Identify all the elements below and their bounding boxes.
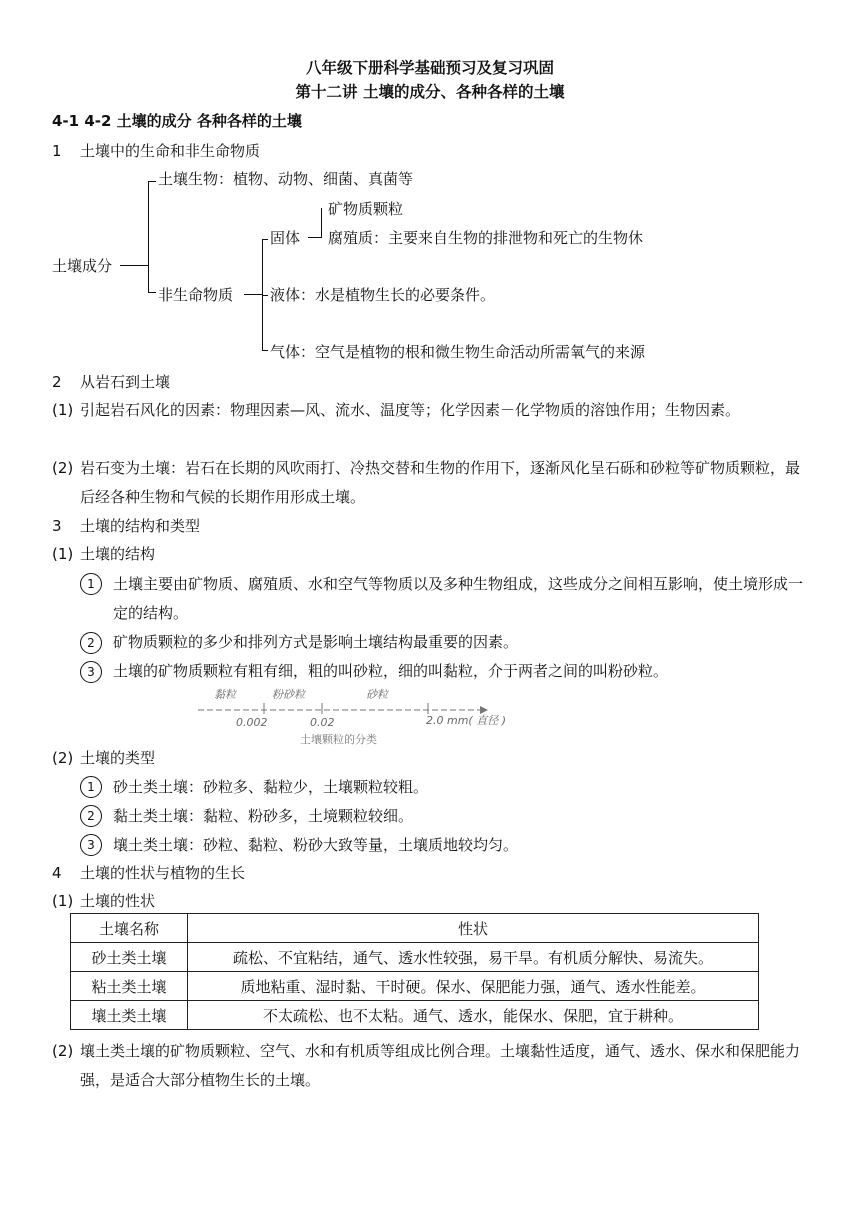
s3-heading: 土壤的结构和类型: [80, 517, 201, 535]
table-row: [71, 943, 759, 972]
table-cell: 壤土类土壤: [71, 1001, 188, 1030]
s2-item-marker: (1): [52, 401, 74, 419]
circle-number: 3: [80, 661, 102, 683]
tree-connector: [120, 265, 148, 266]
tree-bio-label: 土壤生物：植物、动物、细菌、真菌等: [158, 170, 414, 188]
scale-label-silt: 粉砂粒: [272, 688, 305, 701]
tree-connector: [148, 181, 156, 182]
table-cell: 质地粘重、湿时黏、干时硬。保水、保肥能力强，通气、透水性能差。: [188, 972, 759, 1001]
particle-size-scale: [196, 686, 526, 748]
structure-item-text: 矿物质颗粒的多少和排列方式是影响土壤结构最重要的因素。: [113, 633, 519, 651]
s1-heading: 土壤中的生命和非生命物质: [80, 142, 261, 160]
table-header-cell: 土壤名称: [71, 914, 188, 943]
tree-bracket-level3: [321, 208, 322, 238]
table-row: [71, 1001, 759, 1030]
circle-number: 3: [80, 834, 102, 856]
s4-sub2-marker: (2): [52, 1042, 74, 1060]
s3-number: 3: [52, 517, 62, 535]
s2-item-text: 引起岩石风化的因素：物理因素—风、流水、温度等；化学因素－化学物质的溶蚀作用；生物因素。: [80, 401, 741, 419]
table-header-row: [71, 914, 759, 943]
tree-connector: [244, 294, 262, 295]
tree-solid-label: 固体: [270, 229, 301, 247]
s1-number: 1: [52, 142, 62, 160]
scale-tick-002: 0.02: [310, 716, 335, 729]
tree-nonbio-label: 非生命物质: [158, 286, 234, 304]
lecture-title: 第十二讲 土壤的成分、各种各样的土壤: [295, 83, 565, 101]
tree-root-label: 土壤成分: [52, 257, 113, 275]
tree-mineral-label: 矿物质颗粒: [328, 200, 404, 218]
table-cell: 疏松、不宜粘结，通气、透水性较强，易干旱。有机质分解快、易流失。: [188, 943, 759, 972]
table-row: [71, 972, 759, 1001]
structure-item-text: 土壤主要由矿物质、腐殖质、水和空气等物质以及多种生物组成，这些成分之间相互影响，使土境形成一定的结构。: [113, 575, 804, 622]
type-item-text: 黏土类土壤：黏粒、粉砂多，土境颗粒较细。: [113, 807, 414, 825]
type-item-text: 砂土类土壤：砂粒多、黏粒少，土壤颗粒较粗。: [113, 778, 429, 796]
s4-number: 4: [52, 864, 62, 882]
doc-title: 八年级下册科学基础预习及复习巩固: [305, 59, 554, 77]
s4-sub2-text: 壤土类土壤的矿物质颗粒、空气、水和有机质等组成比例合理。土壤黏性适度，通气、透水、保水和保肥能力强，是适合大部分植物生长的土壤。: [80, 1042, 801, 1089]
tree-bracket-level1: [148, 181, 149, 293]
tree-connector: [262, 239, 268, 240]
tree-connector: [262, 295, 268, 296]
scale-tick-20: 2.0 mm( 直径 ): [426, 714, 506, 727]
tree-gas-label: 气体：空气是植物的根和微生物生命活动所需氧气的来源: [270, 343, 646, 361]
s2-number: 2: [52, 373, 62, 391]
s3-sub1-title: 土壤的结构: [80, 545, 156, 563]
tree-connector: [148, 292, 156, 293]
tree-connector: [262, 350, 268, 351]
scale-tick-0002: 0.002: [236, 716, 268, 729]
s4-sub1-marker: (1): [52, 892, 74, 910]
scale-caption: 土壤颗粒的分类: [300, 733, 377, 746]
scale-label-sand: 砂粒: [366, 688, 388, 701]
circle-number: 2: [80, 805, 102, 827]
circle-number: 2: [80, 632, 102, 654]
structure-item-text: 土壤的矿物质颗粒有粗有细，粗的叫砂粒，细的叫黏粒，介于两者之间的叫粉砂粒。: [113, 662, 669, 680]
tree-liquid-label: 液体：水是植物生长的必要条件。: [270, 286, 496, 304]
s3-sub2-title: 土壤的类型: [80, 749, 156, 767]
scale-label-clay: 黏粒: [214, 688, 236, 701]
tree-connector: [308, 237, 321, 238]
circle-number: 1: [80, 573, 102, 595]
table-cell: 不太疏松、也不太粘。通气、透水，能保水、保肥，宜于耕种。: [188, 1001, 759, 1030]
section-title: 4-1 4-2 土壤的成分 各种各样的土壤: [52, 112, 302, 130]
table-cell: 砂土类土壤: [71, 943, 188, 972]
s3-sub1-marker: (1): [52, 545, 74, 563]
s2-item-text: 岩石变为土壤：岩石在长期的风吹雨打、冷热交替和生物的作用下，逐渐风化呈石砾和砂粒等矿物质颗粒，最后经各种生物和气候的长期作用形成土壤。: [80, 459, 801, 506]
s2-heading: 从岩石到土壤: [80, 373, 171, 391]
s4-sub1-title: 土壤的性状: [80, 892, 156, 910]
table-header-cell: 性状: [188, 914, 759, 943]
s3-sub2-marker: (2): [52, 749, 74, 767]
circle-number: 1: [80, 776, 102, 798]
soil-properties-table: [70, 913, 759, 1030]
tree-humus-label: 腐殖质：主要来自生物的排泄物和死亡的生物休: [328, 229, 644, 247]
s2-item-marker: (2): [52, 459, 74, 477]
s4-heading: 土壤的性状与植物的生长: [80, 864, 246, 882]
type-item-text: 壤土类土壤：砂粒、黏粒、粉砂大致等量，土壤质地较均匀。: [113, 836, 519, 854]
table-cell: 粘土类土壤: [71, 972, 188, 1001]
